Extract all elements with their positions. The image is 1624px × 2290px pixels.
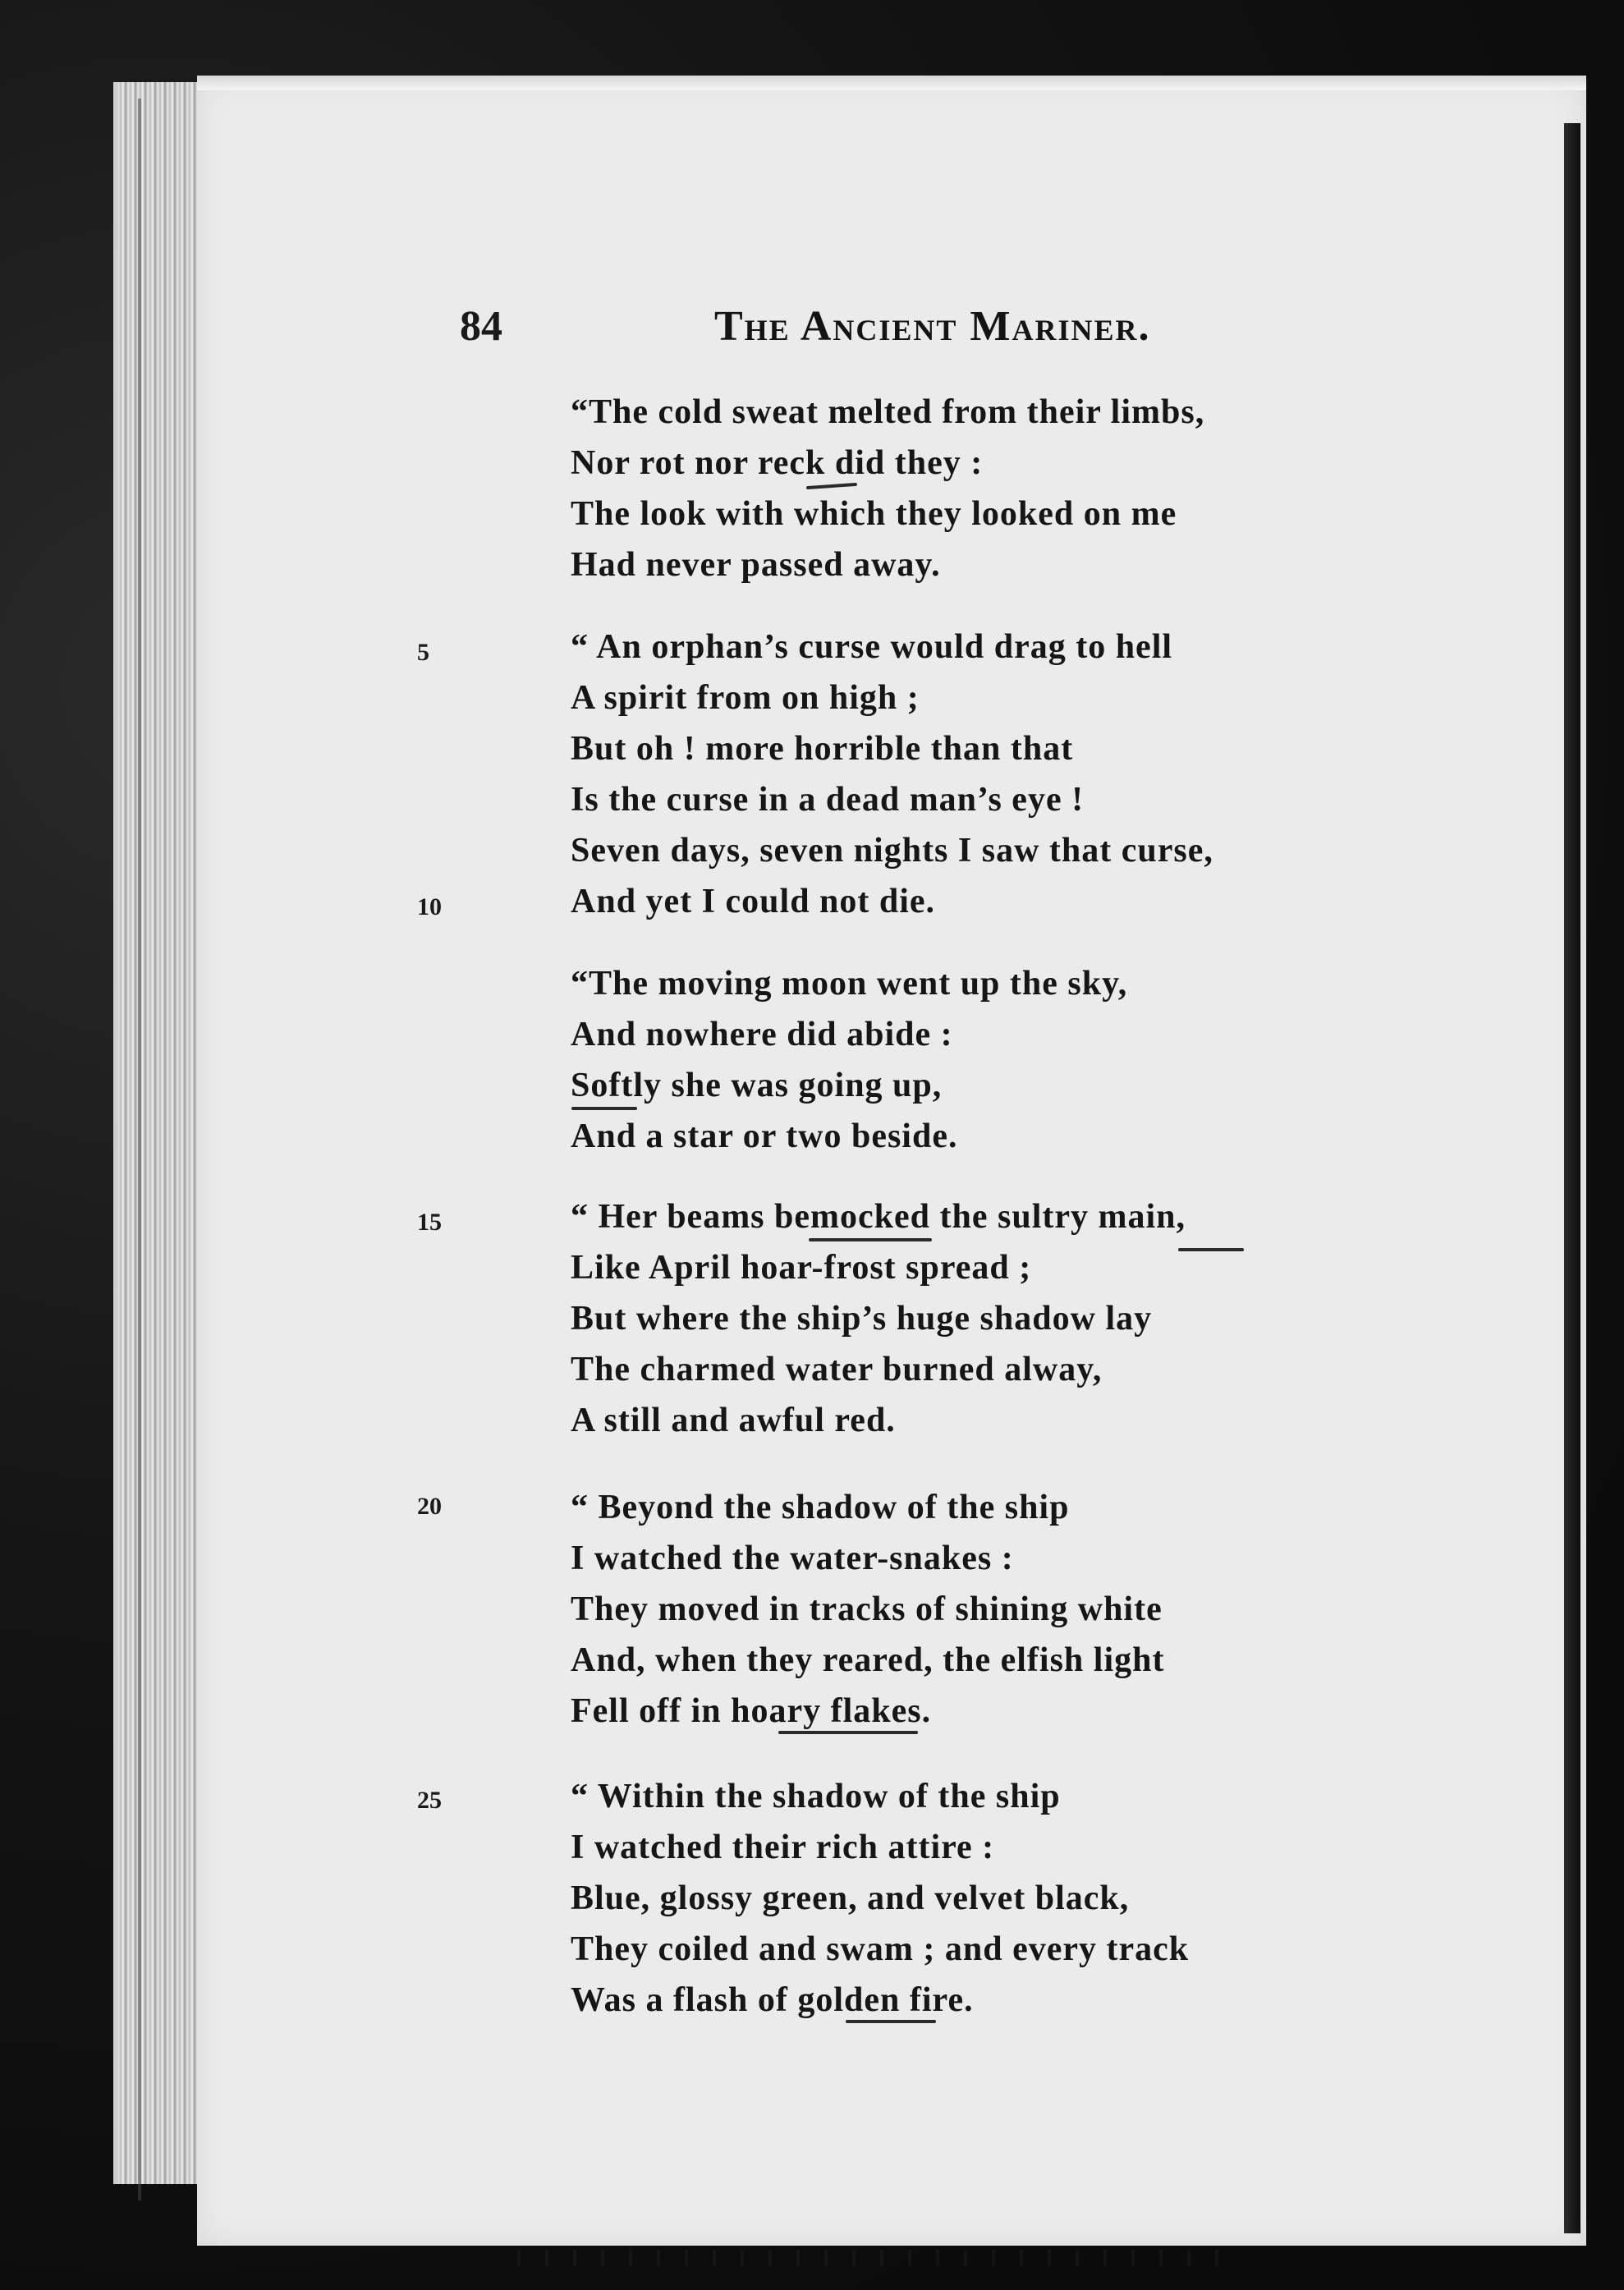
poem-line: But where the ship’s huge shadow lay xyxy=(571,1300,1153,1338)
poem-line: Softly she was going up, xyxy=(571,1067,943,1104)
line-number: 5 xyxy=(417,639,429,666)
pencil-underline xyxy=(846,2020,936,2023)
poem-line: They coiled and swam ; and every track xyxy=(571,1930,1190,1968)
line-number: 25 xyxy=(417,1787,442,1814)
poem-line: And nowhere did abide : xyxy=(571,1016,953,1053)
right-page-edge xyxy=(1564,123,1580,2233)
line-number: 10 xyxy=(417,893,442,920)
poem-line: Nor rot nor reck did they : xyxy=(571,444,984,482)
pencil-underline xyxy=(778,1731,918,1734)
poem-line: “ Within the shadow of the ship xyxy=(571,1778,1061,1815)
poem-line: “ Her beams bemocked the sultry main, xyxy=(571,1198,1186,1236)
poem-line: Fell off in hoary flakes. xyxy=(571,1692,932,1730)
pencil-underline xyxy=(571,1107,637,1110)
poem-line: “ An orphan’s curse would drag to hell xyxy=(571,628,1173,666)
scan-noise xyxy=(493,2250,1232,2266)
poem-line: They moved in tracks of shining white xyxy=(571,1590,1163,1628)
poem-line: The charmed water burned alway, xyxy=(571,1351,1103,1388)
poem-line: I watched their rich attire : xyxy=(571,1829,995,1866)
line-number: 15 xyxy=(417,1209,442,1236)
poem-line: Was a flash of golden fire. xyxy=(571,1981,974,2019)
poem-line: A still and awful red. xyxy=(571,1402,896,1439)
pencil-underline xyxy=(809,1238,932,1241)
poem-line: A spirit from on high ; xyxy=(571,679,920,717)
poem-line: “The cold sweat melted from their limbs, xyxy=(571,393,1205,431)
poem-line: Blue, glossy green, and velvet black, xyxy=(571,1879,1130,1917)
poem-line: And a star or two beside. xyxy=(571,1117,958,1155)
page-header xyxy=(0,302,1624,360)
poem-line: I watched the water-snakes : xyxy=(571,1540,1014,1577)
pencil-underline xyxy=(1178,1248,1244,1251)
poem-line: Like April hoar-frost spread ; xyxy=(571,1249,1032,1287)
page-number: 84 xyxy=(460,303,502,350)
running-title: The Ancient Mariner. xyxy=(714,303,1151,350)
gutter-line xyxy=(138,99,141,2201)
poem-line: “ Beyond the shadow of the ship xyxy=(571,1489,1070,1526)
page-top-edge xyxy=(197,76,1586,90)
poem-line: The look with which they looked on me xyxy=(571,495,1177,533)
poem-line: Seven days, seven nights I saw that curse, xyxy=(571,832,1213,870)
poem-line: “The moving moon went up the sky, xyxy=(571,965,1128,1003)
poem-line: But oh ! more horrible than that xyxy=(571,730,1074,768)
poem-line: And, when they reared, the elfish light xyxy=(571,1641,1165,1679)
poem-line: Had never passed away. xyxy=(571,546,941,584)
poem-line: Is the curse in a dead man’s eye ! xyxy=(571,781,1085,819)
line-number: 20 xyxy=(417,1493,442,1520)
poem-line: And yet I could not die. xyxy=(571,883,936,920)
